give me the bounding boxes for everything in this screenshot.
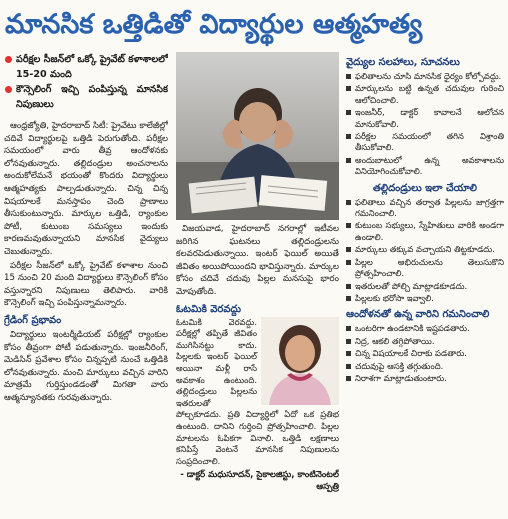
body-paragraph: పరీక్షల సీజన్‌లో ఒక్కో ప్రైవేట్ కళాశాల నుంచి 15 నుంచి 20 మంది విద్యార్థులు కౌన్సెలింగ్ కోసం వస్తున్నారని నిపుణులు తెలిపారు. వారికి కౌన్సెలింగ్ ఇచ్చి పంపిస్తున్నామన్నారు. [4,260,168,309]
doctor-tips-list [346,71,504,178]
list-item: పిల్లలకు భరోసా ఇవ్వాలి. [346,293,504,304]
subheading-parents: తల్లిదండ్రులు ఇలా చేయాలి [373,182,477,194]
list-item: మార్కులు తక్కువ వచ్చాయని తిట్టకూడదు. [346,244,504,255]
highlights-list [4,52,168,112]
list-item: నిరాశగా మాట్లాడుతుంటారు. [346,373,504,384]
list-item: ఒంటరిగా ఉండటానికి ఇష్టపడతారు. [346,323,504,334]
list-item: నిద్ర, ఆకలి తగ్గిపోతాయి. [346,336,504,347]
parents-list [346,197,504,305]
expert-heading: ఓటమికి వెరవద్దు [176,303,241,315]
list-item: మార్కులను బట్టి ఉన్నత చదువుల గురించి ఆలోచించాలి. [346,83,504,106]
list-item: ఇతరులతో పోల్చి మాట్లాడకూడదు. [346,281,504,292]
subheading-grading: గ్రేడింగ్ ప్రభావం [4,314,62,326]
list-item: అందుబాటులో ఉన్న అవకాశాలను వినియోగించుకోవాలి. [346,155,504,178]
list-item: కుటుంబ సభ్యులు, స్నేహితులు వారికి అండగా ఉండాలి. [346,220,504,243]
doctor-portrait [261,317,339,405]
list-item: పరీక్షల సమయంలో తగిన విశ్రాంతి తీసుకోవాలి. [346,131,504,154]
column-middle [176,52,339,515]
red-bullet-icon [5,56,12,63]
expert-signature: - డాక్టర్ మధుసూదన్, సైకాలజిస్టు, కాంటినెంటల్ ఆస్పత్రి [180,470,339,493]
lead-paragraph: విజయవాడ, హైదరాబాద్ నగరాల్లో ఇటీవల జరిగిన ఘటనలు తల్లిదండ్రులను కలవరపెడుతున్నాయి. ఇంటర్ ఫెయిల్ అయితే జీవితం అయిపోయిందని భావిస్తున్నారు. మార్కుల కోసం చదివే చదువు పిల్లల మనసుపై భారం మోపుతోంది. [176,224,339,297]
highlight-item: కౌన్సెలింగ్ ఇచ్చి పంపిస్తున్న మానసిక నిపుణులు [4,82,168,112]
column-right [346,52,504,515]
anxiety-signs-list [346,323,504,384]
list-item: ఫలితాలను చూసి మానసిక ధైర్యం కోల్పోవద్దు. [346,71,504,82]
headline: మానసిక ఒత్తిడితో విద్యార్థుల ఆత్మహత్య [5,9,423,40]
list-item: ఇంజనీర్, డాక్టర్ కావాలనే ఆలోచన మానుకోవాలి. [346,107,504,130]
doctor-portrait-icon [261,317,339,405]
column-left [4,52,168,515]
student-photo-icon [176,52,339,220]
list-item: ఫలితాలు వచ్చిన తర్వాత పిల్లలను జాగ్రత్తగా గమనించాలి. [346,197,504,220]
body-paragraph: విద్యార్థులు ఇంటర్మీడియట్ పరీక్షల్లో ర్యాంకుల కోసం తీవ్రంగా పోటీ పడుతున్నారు. ఇంజనీరింగ్, మెడిసిన్ ప్రవేశాల కోసం చిన్నప్పటి నుంచే ఒత్తిడికి లోనవుతున్నారు. మంచి మార్కులు వచ్చిన వారిని మాత్రమే గుర్తిస్తుండడంతో మిగతా వారు ఆత్మన్యూనతకు గురవుతున్నారు. [4,329,168,403]
highlight-item: పరీక్షల సీజన్‌లో ఒక్కో ప్రైవేట్ కళాశాలలో 15-20 మంది [4,52,168,82]
intro-paragraph: ఆంధ్రజ్యోతి, హైదరాబాద్ సిటీ: ప్రైవేటు కాలేజీల్లో చదివే విద్యార్థులపై ఒత్తిడి పెరుగుతోంది. పరీక్షల సమయంలో వారు తీవ్ర ఆందోళనకు లోనవుతున్నారు. తల్లిదండ్రుల అంచనాలను అందుకోలేమనే భయంతో కొందరు విద్యార్థులు ఆత్మహత్యకు పాల్పడుతున్నారు. చిన్న చిన్న విషయాలకే మనస్తాపం చెంది ప్రాణాలు తీసుకుంటున్నారు. మార్కుల ఒత్తిడి, ర్యాంకుల పోటీ, కుటుంబ సమస్యలు ఇందుకు కారణమవుతున్నాయని మానసిక వైద్యులు చెబుతున్నారు. [4,121,168,257]
list-item: పిల్లల అభిరుచులను తెలుసుకొని ప్రోత్సహించాలి. [346,257,504,280]
expert-quote: ఓటమికి వెరవద్దు. పరీక్షల్లో తప్పితే జీవితం ముగిసినట్టు కాదు. పిల్లలకు ఇంటర్ ఫెయిల్ అయినా మళ్లీ రాసే అవకాశం ఉంటుంది. తల్లిదండ్రులు పిల్లలను ఇతరులతో పోల్చకూడదు. ప్రతి విద్యార్థిలో ఏదో ఒక ప్రతిభ ఉంటుంది. దానిని గుర్తించి ప్రోత్సహించాలి. పిల్లల మాటలను ఓపికగా వినాలి. ఒత్తిడి లక్షణాలు కనిపిస్తే వెంటనే మానసిక నిపుణులను సంప్రదించాలి. [176,316,339,466]
subheading-doctor-tips: వైద్యుల సలహాలు, సూచనలు [346,57,460,68]
red-bullet-icon [5,86,12,93]
stressed-student-photo [176,52,339,220]
expert-box [176,303,339,515]
list-item: చదువుపై ఆసక్తి తగ్గుతుంది. [346,361,504,372]
subheading-anxiety-signs: ఆందోళనతో ఉన్న వారిని గమనించాలి [346,309,490,321]
list-item: చిన్న విషయాలకే చిరాకు పడతారు. [346,348,504,359]
